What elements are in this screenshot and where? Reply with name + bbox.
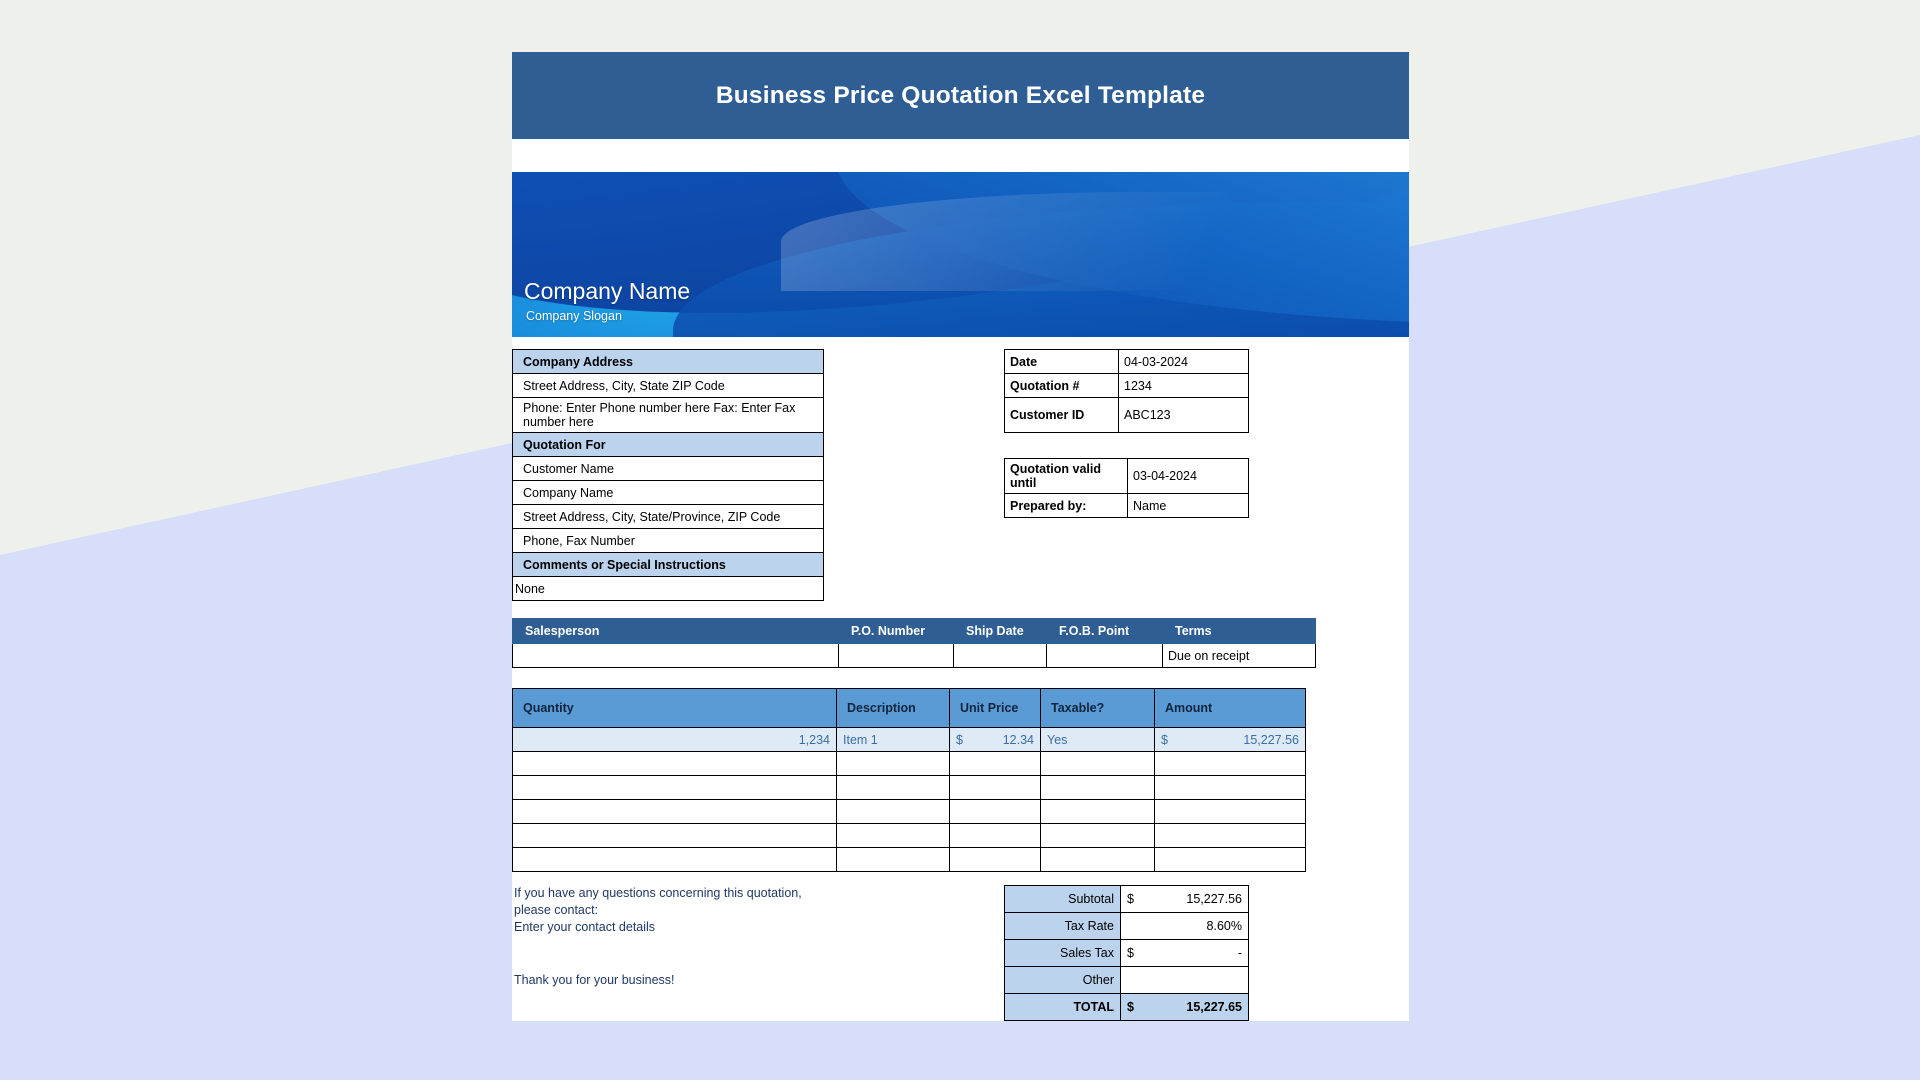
right-info-column xyxy=(1004,337,1249,601)
item-quantity[interactable] xyxy=(513,776,837,800)
customer-company-field[interactable]: Company Name xyxy=(513,481,824,505)
item-unit-price[interactable] xyxy=(950,728,1041,752)
table-row xyxy=(1005,494,1249,518)
total-amount: 15,227.65 xyxy=(1186,1000,1242,1014)
thank-you-note: Thank you for your business! xyxy=(514,973,675,987)
table-row xyxy=(1005,398,1249,433)
sales-tax-value xyxy=(1121,940,1249,967)
fob-point-header: F.O.B. Point xyxy=(1047,619,1163,644)
taxable-header: Taxable? xyxy=(1041,689,1155,728)
title-spacer xyxy=(512,139,1409,172)
unit-price-value: 12.34 xyxy=(1002,732,1034,747)
po-number-header: P.O. Number xyxy=(839,619,954,644)
item-amount xyxy=(1155,776,1306,800)
item-description[interactable]: Item 1 xyxy=(837,728,950,752)
item-amount xyxy=(1155,752,1306,776)
footer-block xyxy=(512,872,1409,1021)
table-row xyxy=(513,752,1306,776)
quotation-number-label: Quotation # xyxy=(1005,374,1119,398)
comments-field[interactable]: None xyxy=(513,577,824,601)
date-label: Date xyxy=(1005,350,1119,374)
company-phone-fax-field[interactable]: Phone: Enter Phone number here Fax: Enter Fax number here xyxy=(513,398,824,433)
table-row xyxy=(513,350,824,374)
info-block xyxy=(512,337,1409,601)
po-number-value[interactable] xyxy=(839,644,954,668)
table-row xyxy=(1005,459,1249,494)
table-row xyxy=(513,728,1306,752)
unit-price-currency-symbol: $ xyxy=(956,732,963,747)
totals-table xyxy=(1004,885,1249,1021)
salesperson-header: Salesperson xyxy=(513,619,839,644)
questions-line-1: If you have any questions concerning this quotation, xyxy=(514,886,802,900)
table-row xyxy=(513,433,824,457)
subtotal-amount: 15,227.56 xyxy=(1186,892,1242,906)
table-row xyxy=(1005,886,1249,913)
item-taxable[interactable] xyxy=(1041,848,1155,872)
contact-details-field[interactable]: Enter your contact details xyxy=(514,920,656,934)
item-description[interactable] xyxy=(837,776,950,800)
item-amount xyxy=(1155,800,1306,824)
valid-until-value[interactable]: 03-04-2024 xyxy=(1128,459,1249,494)
item-taxable[interactable]: Yes xyxy=(1041,728,1155,752)
middle-gap xyxy=(824,337,1004,601)
table-row xyxy=(1005,940,1249,967)
item-unit-price[interactable] xyxy=(950,776,1041,800)
item-description[interactable] xyxy=(837,800,950,824)
quantity-header: Quantity xyxy=(513,689,837,728)
table-row xyxy=(513,848,1306,872)
valid-until-label: Quotation valid until xyxy=(1005,459,1128,494)
table-row xyxy=(513,398,824,433)
line-items-wrap xyxy=(512,668,1409,872)
line-items-table xyxy=(512,688,1306,872)
other-label: Other xyxy=(1005,967,1121,994)
validity-table xyxy=(1004,458,1249,518)
customer-phone-fax-field[interactable]: Phone, Fax Number xyxy=(513,529,824,553)
item-taxable[interactable] xyxy=(1041,752,1155,776)
table-row xyxy=(513,689,1306,728)
prepared-by-label: Prepared by: xyxy=(1005,494,1128,518)
table-row xyxy=(513,800,1306,824)
customer-street-field[interactable]: Street Address, City, State/Province, ZIP Code xyxy=(513,505,824,529)
salesperson-value[interactable] xyxy=(513,644,839,668)
amount-header: Amount xyxy=(1155,689,1306,728)
prepared-by-value[interactable]: Name xyxy=(1128,494,1249,518)
item-amount xyxy=(1155,848,1306,872)
company-slogan: Company Slogan xyxy=(526,309,622,323)
sales-tax-label: Sales Tax xyxy=(1005,940,1121,967)
sales-tax-amount: - xyxy=(1237,946,1242,960)
unit-price-header: Unit Price xyxy=(950,689,1041,728)
amount-currency-symbol: $ xyxy=(1161,732,1168,747)
table-row xyxy=(513,374,824,398)
table-row xyxy=(513,505,824,529)
meta-spacer xyxy=(1004,433,1249,458)
company-banner xyxy=(512,172,1409,337)
quotation-for-header: Quotation For xyxy=(513,433,824,457)
table-row xyxy=(513,776,1306,800)
totals-wrap xyxy=(1004,885,1249,1021)
item-description[interactable] xyxy=(837,848,950,872)
quotation-sheet xyxy=(512,52,1409,1021)
total-label: TOTAL xyxy=(1005,994,1121,1021)
table-row xyxy=(513,529,824,553)
sales-strip-wrap xyxy=(512,601,1409,668)
other-value[interactable] xyxy=(1121,967,1249,994)
item-taxable[interactable] xyxy=(1041,800,1155,824)
ship-date-value[interactable] xyxy=(954,644,1047,668)
contact-note xyxy=(512,885,1004,1021)
item-unit-price[interactable] xyxy=(950,848,1041,872)
total-currency-symbol: $ xyxy=(1127,1000,1134,1014)
table-row xyxy=(1005,967,1249,994)
company-street-field[interactable]: Street Address, City, State ZIP Code xyxy=(513,374,824,398)
customer-name-field[interactable]: Customer Name xyxy=(513,457,824,481)
item-unit-price[interactable] xyxy=(950,752,1041,776)
customer-id-label: Customer ID xyxy=(1005,398,1119,433)
date-value[interactable]: 04-03-2024 xyxy=(1119,350,1249,374)
total-value xyxy=(1121,994,1249,1021)
table-row xyxy=(513,481,824,505)
sales-tax-currency-symbol: $ xyxy=(1127,946,1134,960)
address-table xyxy=(512,349,824,601)
comments-header: Comments or Special Instructions xyxy=(513,553,824,577)
quotation-number-value[interactable]: 1234 xyxy=(1119,374,1249,398)
table-row xyxy=(1005,994,1249,1021)
document-title: Business Price Quotation Excel Template xyxy=(512,52,1409,139)
table-row xyxy=(1005,374,1249,398)
terms-value[interactable]: Due on receipt xyxy=(1163,644,1316,668)
item-taxable[interactable] xyxy=(1041,776,1155,800)
item-quantity[interactable] xyxy=(513,800,837,824)
tax-rate-value[interactable]: 8.60% xyxy=(1121,913,1249,940)
table-row xyxy=(513,457,824,481)
sales-strip-table xyxy=(512,618,1316,668)
amount-value: 15,227.56 xyxy=(1243,732,1299,747)
company-address-header: Company Address xyxy=(513,350,824,374)
item-description[interactable] xyxy=(837,824,950,848)
ship-date-header: Ship Date xyxy=(954,619,1047,644)
item-quantity[interactable] xyxy=(513,848,837,872)
table-row xyxy=(1005,350,1249,374)
left-info-column xyxy=(512,337,824,601)
table-row xyxy=(513,824,1306,848)
item-quantity[interactable]: 1,234 xyxy=(513,728,837,752)
item-unit-price[interactable] xyxy=(950,824,1041,848)
company-name: Company Name xyxy=(524,278,691,304)
item-amount xyxy=(1155,728,1306,752)
terms-header: Terms xyxy=(1163,619,1316,644)
table-row xyxy=(513,644,1316,668)
fob-point-value[interactable] xyxy=(1047,644,1163,668)
sheet-body xyxy=(512,337,1409,1021)
item-quantity[interactable] xyxy=(513,752,837,776)
item-amount xyxy=(1155,824,1306,848)
table-row xyxy=(513,577,824,601)
table-row xyxy=(513,619,1316,644)
customer-id-value[interactable]: ABC123 xyxy=(1119,398,1249,433)
description-header: Description xyxy=(837,689,950,728)
item-taxable[interactable] xyxy=(1041,824,1155,848)
item-unit-price[interactable] xyxy=(950,800,1041,824)
item-quantity[interactable] xyxy=(513,824,837,848)
subtotal-label: Subtotal xyxy=(1005,886,1121,913)
table-row xyxy=(513,553,824,577)
subtotal-value xyxy=(1121,886,1249,913)
tax-rate-label: Tax Rate xyxy=(1005,913,1121,940)
questions-line-2: please contact: xyxy=(514,903,599,917)
item-description[interactable] xyxy=(837,752,950,776)
quotation-meta-table xyxy=(1004,349,1249,433)
table-row xyxy=(1005,913,1249,940)
subtotal-currency-symbol: $ xyxy=(1127,892,1134,906)
